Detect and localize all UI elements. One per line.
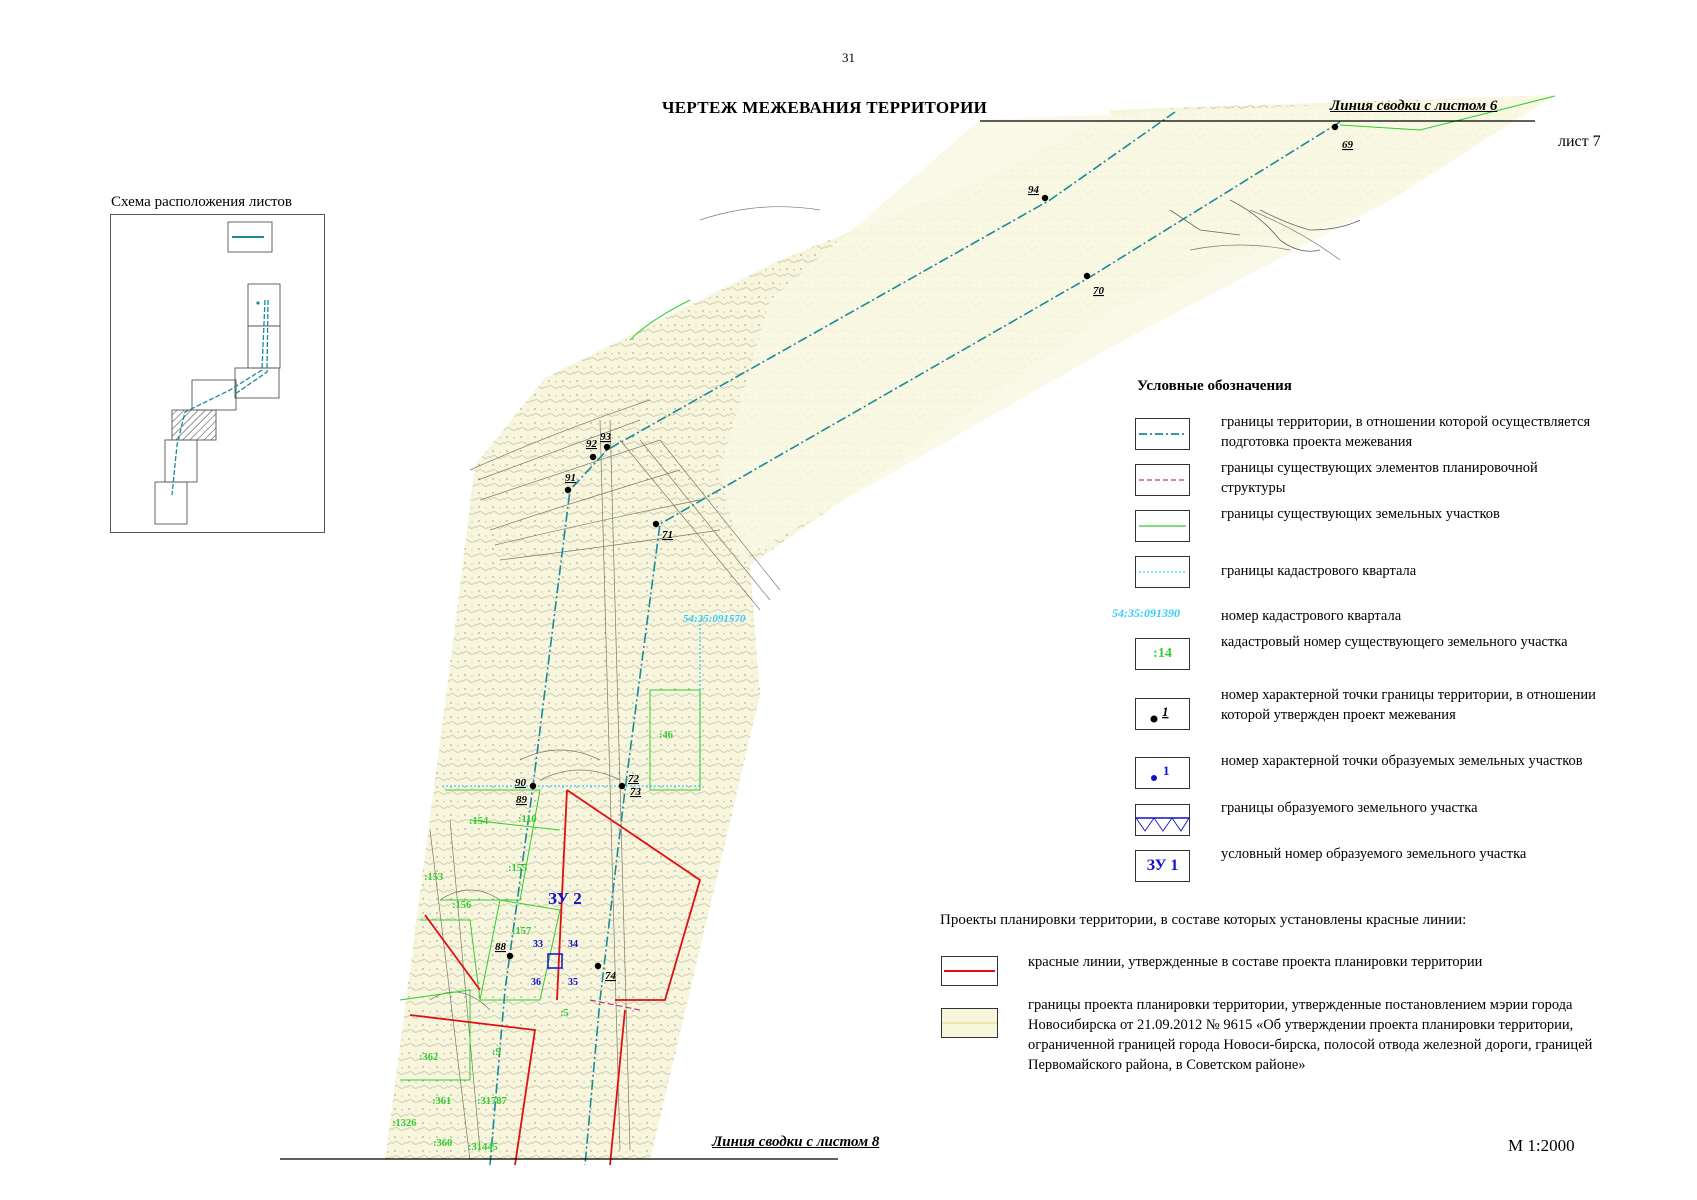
kvartal-label: 54:35:091570 [683, 613, 746, 625]
page-number: 31 [842, 50, 855, 65]
projects-heading: Проекты планировки территории, в составе которых установлены красные линии: [940, 912, 1467, 928]
point-label: 93 [600, 431, 611, 443]
legend-text: номер характерной точки границы территории, в отношении которой утвержден проект межевания [1221, 687, 1596, 723]
legend-symbol-kvartal [1135, 556, 1190, 588]
parcel-label: :31787 [477, 1096, 507, 1107]
legend-text: границы существующих элементов планировочной структуры [1221, 460, 1538, 496]
point-label: 71 [662, 529, 673, 541]
zu-point-label: 34 [568, 939, 578, 950]
legend-symbol-zu-boundary [1135, 804, 1190, 836]
sheet-label: лист 7 [1558, 133, 1601, 150]
parcel-label: :362 [419, 1052, 439, 1063]
legend-text: кадастровый номер существующего земельного участка [1221, 634, 1568, 650]
point-label: 89 [516, 794, 527, 806]
legend-text: границы территории, в отношении которой осуществляется подготовка проекта межевания [1221, 414, 1591, 450]
projects-text: границы проекта планировки территории, утвержденные постановлением мэрии города Новосибирска от 21.09.2012 № 9615 «Об утверждении проекта планировки территории, ограниченной границей города Новоси-бирска, полосой отвода железной дороги, границей Первомайского района, в Советском районе» [1028, 997, 1593, 1073]
scale-label: М 1:2000 [1508, 1136, 1575, 1155]
parcel-label: :1326 [392, 1118, 417, 1129]
legend-title: Условные обозначения [1137, 378, 1292, 394]
legend-symbol-zu-point [1135, 757, 1190, 789]
junction-label-top: Линия сводки с листом 6 [1330, 98, 1498, 114]
scheme-title: Схема расположения листов [111, 194, 292, 210]
parcel-label: :110 [518, 814, 537, 825]
point-label: 91 [565, 472, 576, 484]
legend-symbol-planning [1135, 464, 1190, 496]
projects-symbol-planning-area [941, 1008, 998, 1038]
projects-symbol-red-line [941, 956, 998, 986]
legend-text: границы кадастрового квартала [1221, 563, 1417, 579]
page-title: ЧЕРТЕЖ МЕЖЕВАНИЯ ТЕРРИТОРИИ [662, 98, 988, 117]
legend-zu-point-number: 1 [1163, 763, 1170, 778]
scheme-frame [110, 214, 325, 533]
point-label: 69 [1342, 139, 1353, 151]
legend-text: номер характерной точки образуемых земельных участков [1221, 753, 1583, 769]
legend-text: границы образуемого земельного участка [1221, 800, 1478, 816]
parcel-label: :5 [560, 1008, 569, 1019]
legend-symbol-zu-number: ЗУ 1 [1135, 850, 1190, 882]
parcel-label: :46 [659, 730, 673, 741]
legend-symbol-parcels [1135, 510, 1190, 542]
legend-point-number: 1 [1162, 704, 1169, 719]
zu-label: ЗУ 2 [548, 889, 582, 908]
parcel-label: :157 [512, 926, 532, 937]
point-label: 74 [605, 970, 616, 982]
legend-text: условный номер образуемого земельного участка [1221, 846, 1527, 862]
zu-point-label: 35 [568, 977, 578, 988]
point-label: 73 [630, 786, 641, 798]
legend-symbol-kvartal-number: 54:35:091390 [1112, 606, 1180, 620]
point-label: 90 [515, 777, 526, 789]
parcel-label: :153 [424, 872, 444, 883]
point-label: 94 [1028, 184, 1039, 196]
zu-point-label: 33 [533, 939, 543, 950]
parcel-label: :156 [452, 900, 472, 911]
parcel-label: :155 [508, 863, 528, 874]
legend-text: номер кадастрового квартала [1221, 608, 1402, 624]
legend-symbol-point [1135, 698, 1190, 730]
junction-label-bottom: Линия сводки с листом 8 [712, 1134, 880, 1150]
parcel-label: :9 [492, 1047, 501, 1058]
point-label: 70 [1093, 285, 1104, 297]
point-label: 72 [628, 773, 639, 785]
point-label: 92 [586, 438, 597, 450]
projects-text: красные линии, утвержденные в составе проекта планировки территории [1028, 954, 1483, 970]
legend-symbol-parcel-number: :14 [1135, 638, 1190, 670]
zu-point-label: 36 [531, 977, 541, 988]
point-label: 88 [495, 941, 506, 953]
parcel-label: :361 [432, 1096, 452, 1107]
legend-text: границы существующих земельных участков [1221, 506, 1500, 522]
parcel-label: :31445 [468, 1142, 498, 1153]
legend-symbol-territory [1135, 418, 1190, 450]
parcel-label: :360 [433, 1138, 453, 1149]
parcel-label: :154 [469, 816, 489, 827]
